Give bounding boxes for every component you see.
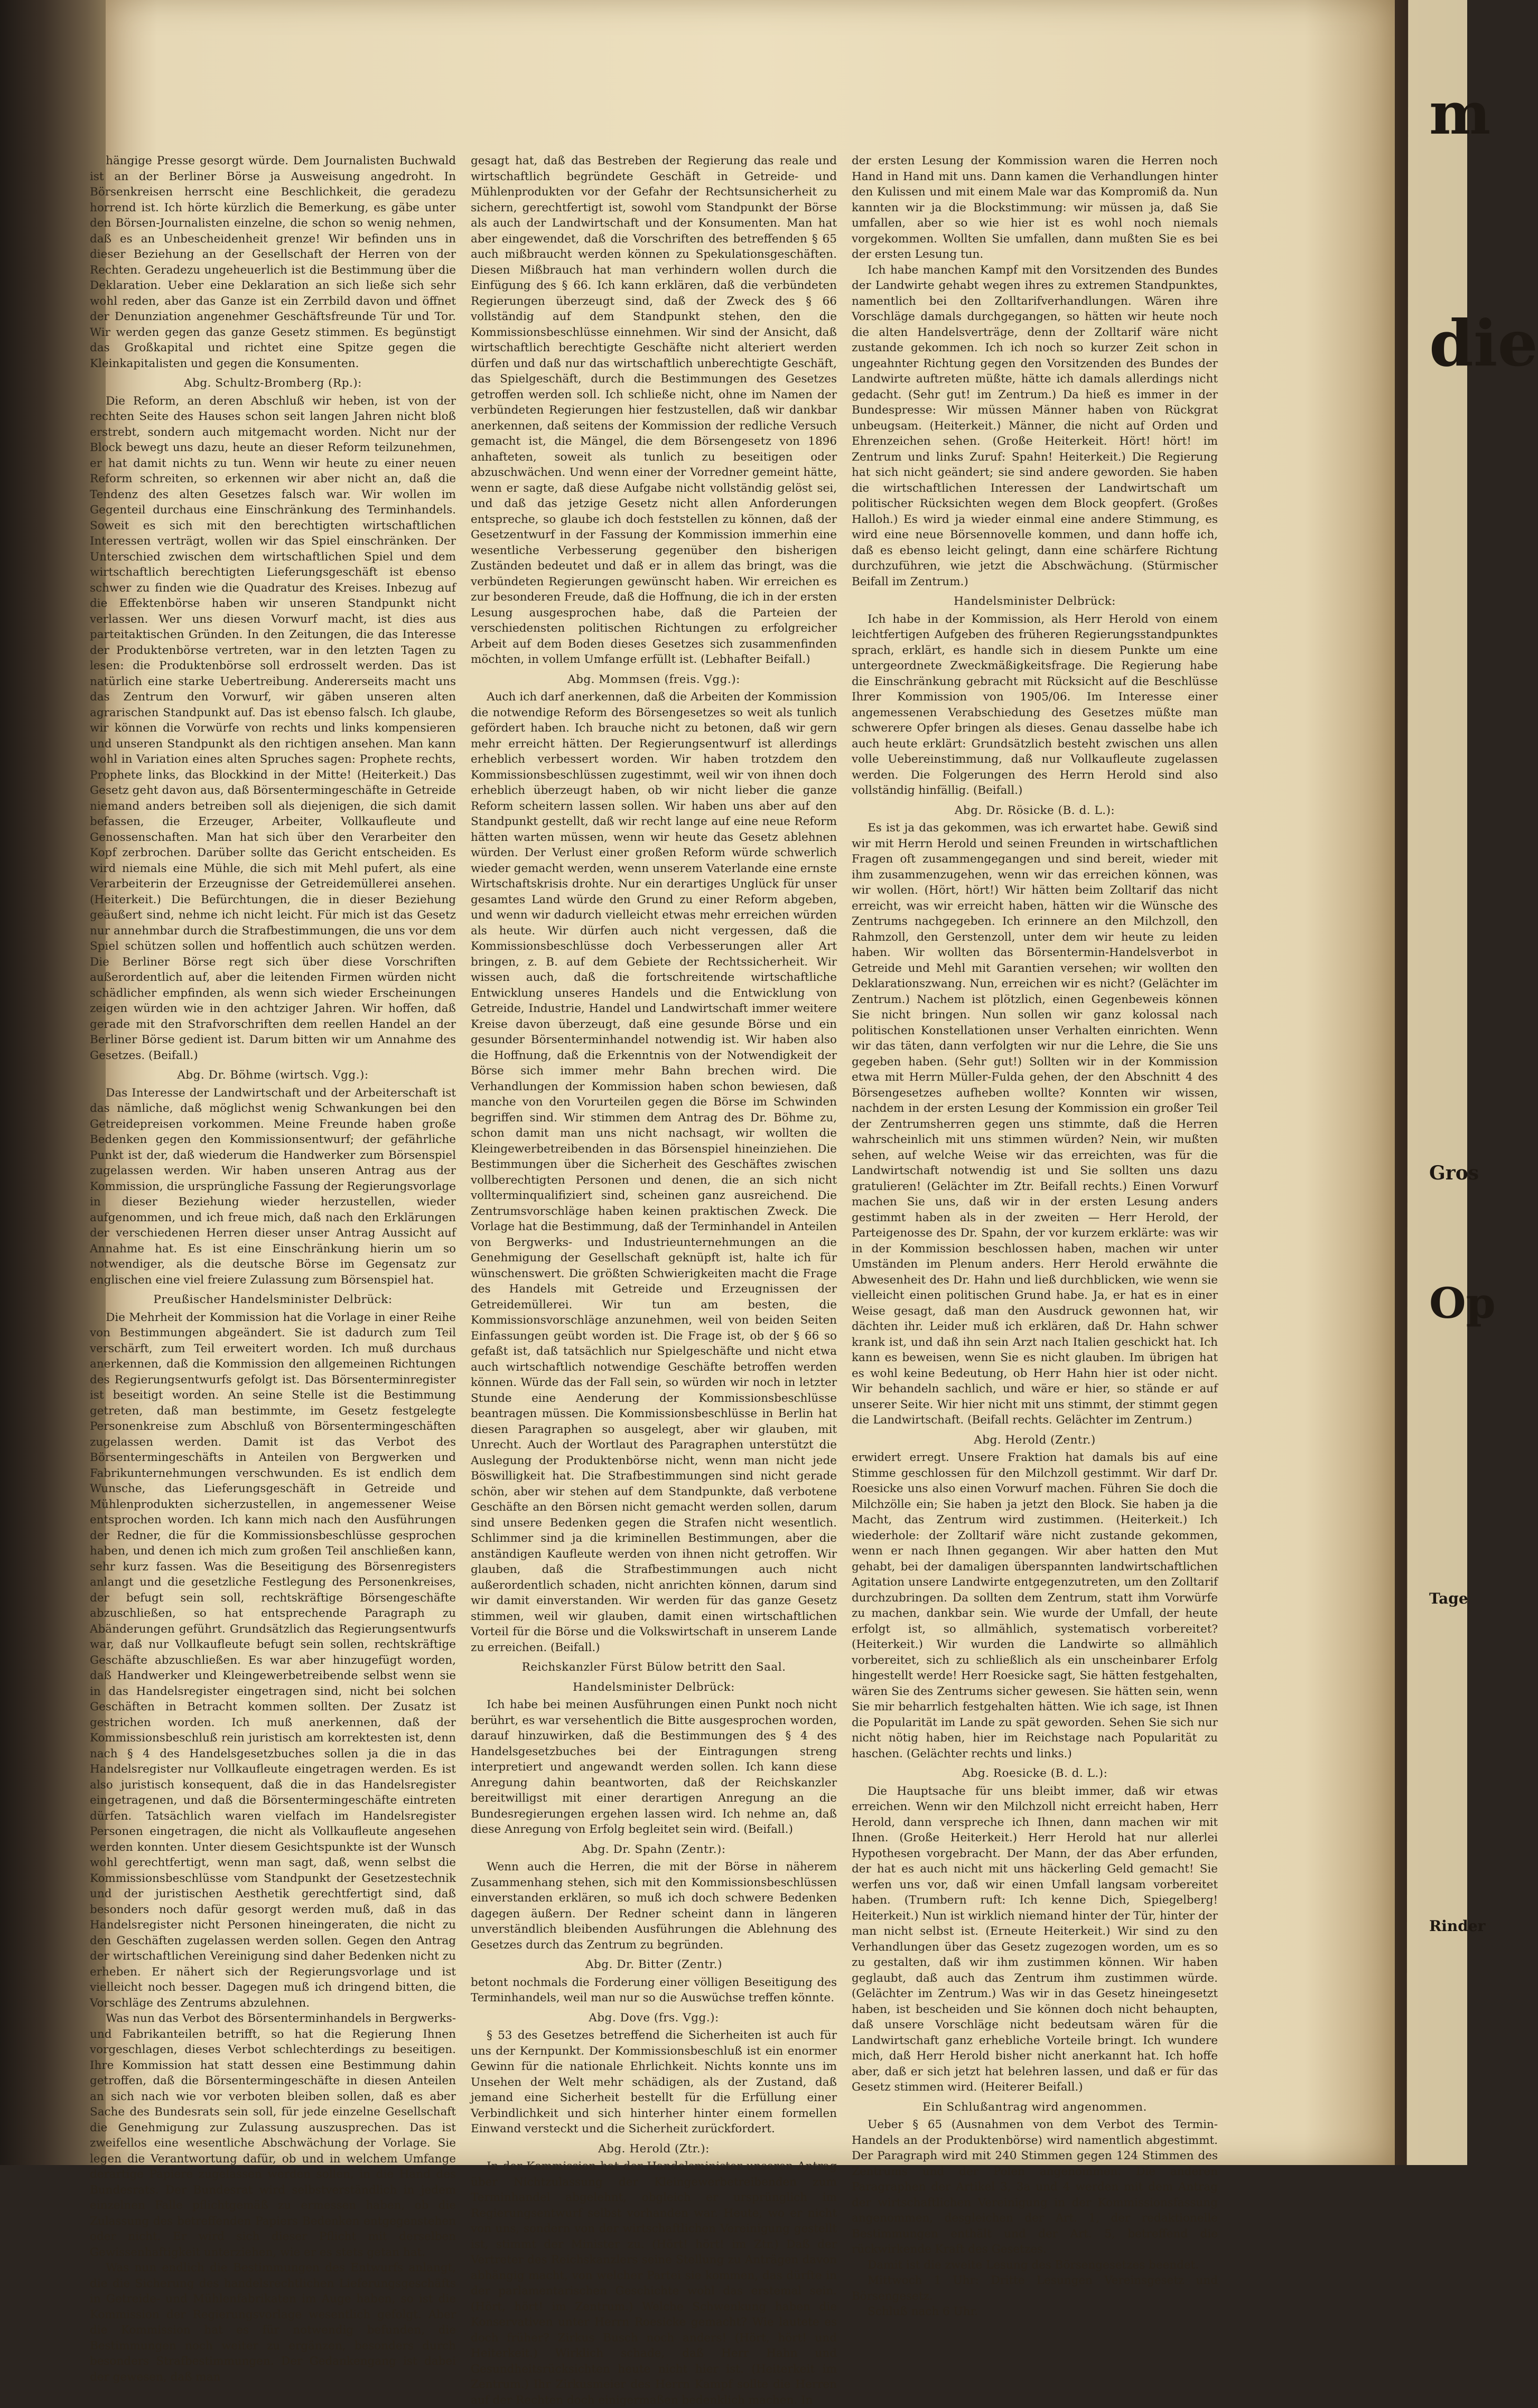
column-2 [471, 153, 837, 2407]
spine-fragment: Gros [1429, 1162, 1479, 1184]
paragraph: Ich habe manchen Kampf mit den Vorsitzenden des Bundes der Landwirte gehabt wegen ihres zu extremen Standpunktes, namentlich bei den Zolltarifverhandlungen. Wären ihre Vorschläge damals durchgegangen, so hätten wir heute noch die alten Handelsverträge, denn der Zolltarif wäre nicht zustande gekommen. Ich ich noch so kurzer Zeit schon in ungeahnter Richtung gegen den Vorsitzenden des Bundes der Landwirte auftreten müßte, hätte ich damals allerdings nicht gedacht. (Sehr gut! im Zentrum.) Da hieß es immer in der Bundespresse: Wir müssen Männer haben von Rückgrat unbeugsam. (Heiterkeit.) Männer, die nicht auf Orden und Ehrenzeichen sehen. (Große Heiterkeit. Hört! hört! im Zentrum und links Zuruf: Spahn! Heiterkeit.) Die Regierung hat sich nicht geändert; sie sind andere geworden. Sie haben die wirtschaftlichen Interessen der Landwirtschaft um politischer Rücksichten wegen dem Block geopfert. (Großes Halloh.) Es wird ja wieder einmal eine andere Stimmung, es wird eine neue Börsennovelle kommen, und dann hoffe ich, daß es ebenso leicht gelingt, dann eine schärfere Richtung durchzuführen, wie jetzt die Abschwächung. (Stürmischer Beifall im Zentrum.) [852, 263, 1218, 588]
spine-fragment: Rinder [1429, 1917, 1486, 1935]
paragraph: Die Hauptsache für uns bleibt immer, daß wir etwas erreichen. Wenn wir den Milchzoll nicht erreicht haben, Herr Herold, dann verspreche ich Ihnen, dann machen wir mit Ihnen. (Große Heiterkeit.) Herr Herold hat nur allerlei Hypothesen vorgebracht. Der Mann, der das Aber erfunden, der hat es auch nicht mit uns häckerling Geld gemacht! Sie werfen uns vor, daß wir einen Umfall langsam vorbereitet haben. (Trumbern ruft: Ich kenne Dich, Spiegelberg! Heiterkeit.) Nun ist wirklich niemand hinter der Tür, hinter der man nicht selbst ist. (Erneute Heiterkeit.) Wir sind zu den Verhandlungen über das Gesetz zugezogen worden, um es so zu gestalten, daß wir ihm zustimmen können. Wir haben geglaubt, daß auch das Zentrum ihm zustimmen würde. (Gelächter im Zentrum.) Was wir in das Gesetz hineingesetzt haben, ist bescheiden und Sie können doch nicht behaupten, daß unsere Vorschläge nicht bedeutsam wären für die Landwirtschaft ganz erhebliche Vorteile bringt. Ich wundere mich, daß Herr Herold bisher nicht anerkannt hat. Ich hoffe aber, daß er sich jetzt hat belehren lassen, und daß er für das Gesetz stimmen wird. (Heiterer Beifall.) [852, 1784, 1218, 2094]
speaker-heading: Preußischer Handelsminister Delbrück: [153, 1293, 393, 1306]
spine-fragment: m [1429, 79, 1491, 147]
spine-fragment: Op [1429, 1278, 1496, 1328]
paragraph: Die Mehrheit der Kommission hat die Vorlage in einer Reihe von Bestimmungen abgeändert. Sie ist dadurch zum Teil verschärft, zum Teil erweitert worden. Ich muß durchaus anerkennen, daß die Kommission den allgemeinen Richtungen des Regierungsentwurfs gefolgt ist. Das Börsenterminregister ist beseitigt worden. An seine Stelle ist die Bestimmung getreten, daß man bestimmte, im Gesetz festgelegte Personenkreise zum Abschluß von Börsentermingeschäften zugelassen werden. Damit ist das Verbot des Börsentermingeschäfts in Anteilen von Bergwerken und Fabrikunternehmungen verschwunden. Es ist endlich dem Wunsche, das Lieferungsgeschäft in Getreide und Mühlenprodukten sicherzustellen, in angemessener Weise entsprochen worden. Ich kann mich nach den Ausführungen der Redner, die für die Kommissionsbeschlüsse gesprochen haben, und denen ich mich zum großen Teil anschließen kann, sehr kurz fassen. Was die Beseitigung des Börsenregisters anlangt und die gesetzliche Festlegung des Personenkreises, der befugt sein soll, rechtskräftige Börsengeschäfte abzuschließen, so hat entsprechende Paragraph zu Abänderungen geführt. Grundsätzlich das Regierungsentwurfs war, daß nur Vollkaufleute befugt sein sollen, rechtskräftige Geschäfte abzuschließen. Es war aber hinzugefügt worden, daß Handwerker und Kleingewerbetreibende selbst wenn sie in das Handelsregister eingetragen sind, nicht bei solchen Geschäften in Betracht kommen sollten. Der Zusatz ist gestrichen worden. Ich muß anerkennen, daß der Kommissionsbeschluß rein juristisch am korrektesten ist, denn nach § 4 des Handelsgesetzbuches sollen ja die in das Handelsregister nur Vollkaufleute eingetragen werden. Es ist also juristisch konsequent, daß die in das Handelsregister eingetragenen, und daß die Börsentermingeschäfte eintreten dürfen. Tatsächlich waren vielfach im Handelsregister Personen eingetragen, die nicht als Vollkaufleute angesehen werden konnten. Unter diesem Gesichtspunkte ist der Wunsch wohl gerechtfertigt, wenn man sagt, daß, wenn selbst die Kommissionsbeschlüsse vom Standpunkt der Gesetzestechnik und der juristischen Aesthetik gerechtfertigt sind, daß besonders noch dafür gesorgt werden muß, daß in das Handelsregister nicht Personen hineingeraten, die nicht zu den Geschäften zugelassen werden sollen. Gegen den Antrag der wirtschaftlichen Vereinigung sind daher Bedenken nicht zu erheben. Er nähert sich der Regierungsvorlage und ist vielleicht noch besser. Dagegen muß ich dringend bitten, die Vorschläge des Zentrums abzulehnen. [90, 1310, 456, 2010]
speaker-heading: Abg. Herold (Zentr.) [974, 1433, 1096, 1447]
paragraph: erwidert erregt. Unsere Fraktion hat damals bis auf eine Stimme geschlossen für den Milchzoll gestimmt. Wir darf Dr. Roesicke uns also einen Vorwurf machen. Führen Sie doch die Milchzölle ein; Sie haben ja jetzt den Block. Sie haben ja die Macht, das Zentrum wird zustimmen. (Heiterkeit.) Ich wiederhole: der Zolltarif wäre nicht zustande gekommen, wenn er nach Ihnen gegangen. Wir aber hatten den Mut gehabt, bei der damaligen überspannten landwirtschaftlichen Agitation unsere Landwirte entgegenzutreten, um den Zolltarif durchzubringen. Da sollten dem Zentrum, statt ihm Vorwürfe zu machen, dankbar sein. Wie wurde der Umfall, der heute erfolgt ist, so allmählich, systematisch vorbereitet? (Heiterkeit.) Wir wurden die Landwirte so allmählich vorbereitet, sich zu schließlich als ein unscheinbarer Erfolg hingestellt werde! Herr Roesicke sagt, Sie hätten festgehalten, wären Sie des Zentrums sicher gewesen. Sie hätten sein, wenn Sie mir beharrlich festgehalten hätten. Wie ich sage, ist Ihnen die Popularität im Lande zu spät geworden. Sehen Sie sich nur nicht nötig haben, hier im Reichstage nach Popularität zu haschen. (Gelächter rechts und links.) [852, 1451, 1218, 1760]
column-1 [90, 153, 456, 2384]
paragraph: Auch ich darf anerkennen, daß die Arbeiten der Kommission die notwendige Reform des Börsengesetzes so weit als tunlich gefördert haben. Ich brauche nicht zu betonen, daß wir gern mehr erreicht hätten. Der Regierungsentwurf ist allerdings erheblich verbessert worden. Wir haben trotzdem den Kommissionsbeschlüssen zugestimmt, weil wir von ihnen doch erheblich überzeugt haben, ob wir nicht lieber die ganze Reform scheitern lassen sollen. Wir haben uns aber auf den Standpunkt gestellt, daß wir recht lange auf eine neue Reform hätten warten müssen, wenn wir heute das Gesetz ablehnen würden. Der Verlust einer großen Reform würde schwerlich wieder gemacht werden, wenn unserem Vaterlande eine ernste Wirtschaftskrisis drohte. Nur ein derartiges Unglück für unser gesamtes Land würde den Grund zu einer Reform abgeben, und wenn wir dadurch vielleicht etwas mehr erreichen würden als heute. Wir dürfen auch nicht vergessen, daß die Kommissionsbeschlüsse doch Verbesserungen aller Art bringen, z. B. auf dem Gebiete der Rechtssicherheit. Wir wissen auch, daß die fortschreitende wirtschaftliche Entwicklung unseres Handels und die Entwicklung von Getreide, Industrie, Handel und Landwirtschaft immer weitere Kreise davon überzeugt, daß eine gesunde Börse und ein gesunder Börsenterminhandel notwendig ist. Wir haben also die Hoffnung, daß die Erkenntnis von der Notwendigkeit der Börse sich immer mehr Bahn brechen wird. Die Verhandlungen der Kommission haben schon bewiesen, daß manche von den Vorurteilen gegen die Börse im Schwinden begriffen sind. Wir stimmen dem Antrag des Dr. Böhme zu, schon damit man uns nicht nachsagt, wir wollten die Kleingewerbetreibenden in das Börsenspiel hineinziehen. Die Bestimmungen über die Sicherheit des Geschäftes zwischen vollberechtigten Personen und denen, die an sich nicht vollterminqualifiziert sind, scheinen ganz ausreichend. Die Zentrumsvorschläge haben keinen praktischen Zweck. Die Vorlage hat die Bestimmung, daß der Terminhandel in Anteilen von Bergwerks- und Industrieunternehmungen an die Genehmigung der Gesellschaft geknüpft ist, halte ich für wünschenswert. Die größten Schwierigkeiten macht die Frage des Handels mit Getreide und Erzeugnissen der Getreidemüllerei. Wir tun am besten, die Kommissionsvorschläge anzunehmen, weil von beiden Seiten Einfassungen geübt worden ist. Die Frage ist, ob der § 66 so gefaßt ist, daß tatsächlich nur Spielgeschäfte und nicht etwa auch wirtschaftlich notwendige Geschäfte betroffen werden können. Würde das der Fall sein, so würden wir noch in letzter Stunde eine Aenderung der Kommissionsbeschlüsse beantragen müssen. Die Kommissionsbeschlüsse in Berlin hat diesen Paragraphen so ausgelegt, aber wir glauben, mit Unrecht. Auch der Wortlaut des Paragraphen unterstützt die Auslegung der Produktenbörse nicht, wenn man nicht jede Böswilligkeit hat. Die Strafbestimmungen sind nicht gerade schön, aber wir stehen auf dem Standpunkte, daß verbotene Geschäfte an den Börsen nicht gemacht werden sollen, darum sind unsere Bedenken gegen die Strafen nicht wesentlich. Schlimmer sind ja die kriminellen Bestimmungen, aber die anständigen Kaufleute werden von ihnen nicht getroffen. Wir glauben, daß die Strafbestimmungen auch nicht außerordentlich schaden, nicht anrichten können, darum sind wir damit einverstanden. Wir werden für das ganze Gesetz stimmen, weil wir glauben, damit einen wirtschaftlichen Vorteil für die Börse und die Volkswirtschaft in unserem Lande zu erreichen. (Beifall.) [471, 690, 837, 1654]
paragraph: Was nun endlich die Bestimmungen des Entwurfs anlangt, die die Sicherung des handelsrechtlichen Lieferungsgeschäfts in Getreide- und Mühlenfabrikaten im Auge haben, so ist die Kommission der Regierungsvorlage wesentlich gefolgt. Aber die Kommission hat es für notwendig befunden, die Bestimmungen noch weiter zu ergänzen, besonders durch besonders Strafbestimmungen. Der Gedankengang ist dabei der gewesen, daß man [90, 2261, 456, 2384]
speaker-heading: Abg. Schultz-Bromberg (Rp.): [184, 377, 362, 390]
paragraph: Das Interesse der Landwirtschaft und der Arbeiterschaft ist das nämliche, daß möglichst wenig Schwankungen bei den Getreidepreisen vorkommen. Meine Freunde haben große Bedenken gegen den Kommissionsentwurf; der gefährliche Punkt ist der, daß wiederum die Handwerker zum Börsenspiel zugelassen werden. Wir haben unseren Antrag aus der Kommission, die ursprüngliche Fassung der Regierungsvorlage in dieser Beziehung wieder herzustellen, wieder aufgenommen, und ich freue mich, daß nach den Erklärungen der verschiedenen Herren dieser unser Antrag Aussicht auf Annahme hat. Es ist eine Einschränkung hierin um so notwendiger, als die deutsche Börse im Gegensatz zur englischen eine viel freiere Zulassung zum Börsenspiel hat. [90, 1086, 456, 1287]
speaker-heading: Abg. Herold (Ztr.): [598, 2142, 710, 2156]
paragraph: Wenn auch die Herren, die mit der Börse in näherem Zusammenhang stehen, sich mit den Kommissionsbeschlüssen einverstanden erklären, so muß ich doch schwere Bedenken dagegen äußern. Der Redner scheint dann in längeren unverständlich bleibenden Ausführungen die Ablehnung des Gesetzes durch das Zentrum zu begründen. [471, 1860, 837, 1952]
procedural-note: Ein Schlußantrag wird angenommen. [922, 2100, 1147, 2114]
speaker-heading: Abg. Dr. Rösicke (B. d. L.): [954, 803, 1115, 817]
speaker-heading: Abg. Dr. Bitter (Zentr.) [585, 1958, 722, 1971]
speaker-heading: Handelsminister Delbrück: [954, 595, 1116, 608]
paragraph: Schluß nach 6 Uhr. [868, 2305, 978, 2318]
article-columns [90, 153, 1218, 2407]
paragraph: gesagt hat, daß das Bestreben der Regierung das reale und wirtschaftlich begründete Geschäft in Getreide- und Mühlenprodukten vor der Gefahr der Rechtsunsicherheit zu sichern, gerechtfertigt ist, sowohl vom Standpunkt der Börse als auch der Landwirtschaft und der Konsumenten. Man hat aber eingewendet, daß die Vorschriften des betreffenden § 65 auch mißbraucht werden können zu Spekulationsgeschäften. Diesen Mißbrauch hat man verhindern wollen durch die Einfügung des § 66. Ich kann erklären, daß die verbündeten Regierungen überzeugt sind, daß der Zweck des § 66 vollständig auf dem Standpunkt stehen, den die Kommissionsbeschlüsse einnehmen. Wir sind der Ansicht, daß wirtschaftlich berechtigte Geschäfte nicht alteriert werden dürfen und daß nur das wirtschaftlich unberechtigte Geschäft, das Spielgeschäft, durch die Bestimmungen des Gesetzes getroffen werden soll. Ich schließe nicht, ohne im Namen der verbündeten Regierungen hier festzustellen, daß wir dankbar anerkennen, daß seitens der Kommission der redliche Versuch gemacht ist, die Mängel, die dem Börsengesetz von 1896 anhafteten, soweit als tunlich zu beseitigen oder abzuschwächen. Und wenn einer der Vorredner gemeint hätte, wenn er sagte, daß diese Aufgabe nicht vollständig gelöst sei, und daß das jetzige Gesetz nicht allen Anforderungen entspreche, so glaube ich doch feststellen zu können, daß der Gesetzentwurf in der Fassung der Kommission immerhin eine wesentliche Verbesserung gegenüber den bisherigen Zuständen bedeutet und daß er in allem das bringt, was die verbündeten Regierungen gewünscht haben. Wir erreichen es zur besonderen Freude, daß die Hoffnung, die ich in der ersten Lesung ausgesprochen habe, daß die Parteien der verschiedensten politischen Richtungen zu erfolgreicher Arbeit auf dem Boden dieses Gesetzes sich zusammenfinden möchten, in vollem Umfange erfüllt ist. (Lebhafter Beifall.) [471, 154, 837, 666]
spine-fragment: Tage [1429, 1590, 1468, 1607]
paragraph: Ich habe in der Kommission, als Herr Herold von einem leichtfertigen Aufgeben des früheren Regierungsstandpunktes sprach, erklärt, es handle sich in diesem Punkte um eine untergeordnete Zweckmäßigkeitsfrage. Die Regierung habe die Einschränkung gebracht mit Rücksicht auf die Beschlüsse Ihrer Kommission von 1905/06. Im Interesse einer angemessenen Verabschiedung des Gesetzes müßte man schwerere Opfer bringen als dieses. Genau dasselbe habe ich auch heute erklärt: Grundsätzlich besteht zwischen uns allen volle Uebereinstimmung, daß nur Vollkaufleute zugelassen werden. Die Folgerungen des Herrn Herold sind also vollständig hinfällig. (Beifall.) [852, 612, 1218, 797]
speaker-heading: Reichskanzler Fürst Bülow betritt den Saal. [521, 1661, 786, 1674]
spine-fragment: die [1429, 306, 1538, 381]
paragraph: Was nun das Verbot des Börsenterminhandels in Bergwerks- und Fabrikanteilen betrifft, so hat die Regierung Ihnen vorgeschlagen, dieses Verbot schlechterdings zu beseitigen. Ihre Kommission hat statt dessen eine Bestimmung dahin getroffen, daß die Börsentermingeschäfte in diesen Anteilen an sich nach wie vor verboten bleiben sollen, daß es aber Sache des Bundesrats sein soll, für jede einzelne Gesellschaft die Genehmigung zur Zulassung auszusprechen. Das ist zweifellos eine wesentliche Abschwächung der Vorlage. Sie legen die Verantwortung dafür, ob und in welchem Umfange derartige Papiere zugelassen werden sollen, in die Hand des Bundesrats. Der Bundesrat wird selbstverständlich in jedem einzelnen Falle pflichtgemäß zu ermessen haben, ob die Zulassung des betreffenden Papiers Bedenken entgegenstehen oder nicht. Er wird sich dieser Pflicht mit derselben Gewissenhaftigkeit unterziehen, wie er es stets getan hat. [90, 2012, 456, 2259]
paragraph: In der Kommission hat der Handelsminister unseren Antrag über Nichtzulassung der Kleingewerbetreibenden zum Terminhandel abgelehnt, obgleich er ursprünglich im Regierungsentwurf selbst vorhanden war. Heute, wo er nicht von uns, sondern von der wirtschaftlichen Vereinigung gestellt ist, stimmt der Minister zu. (Hört! hört! im Ztr.) Daß der Vertreter des Reichskanzlers seine Stellung zu Anträgen davon abhängig macht, von welcher Partei sie kommen, das dürfte in der parlamentarischen Geschichte wohl das erstemal sein. (Hört, hört! im Zentrum.) Welche Schwenkung haben die Konservativen unter Herrn Roesicke gemacht? Wie lautete es doch früher? Zirkus Busch noch anders! (Hört, hört! und Heiterkeit.) Wirklich schade, daß Herr Hahn und Gesundheitsrücksichten heute nicht hier ist. (Heiterkeit im Zentrum.) Ihr Zirkusmeier des Herrn Kampf sollte die Herren auf der Rechten doch einigermaßen bedenklich machen. In [471, 2160, 837, 2407]
paragraph: der ersten Lesung der Kommission waren die Herren noch Hand in Hand mit uns. Dann kamen die Verhandlungen hinter den Kulissen und mit einem Male war das Kompromiß da. Nun kannten wir ja die Blockstimmung: wir müssen ja, daß Sie umfallen, aber so wie hier ist es wohl noch niemals vorgekommen. Wollten Sie umfallen, dann mußten Sie es bei der ersten Lesung tun. [852, 154, 1218, 261]
speaker-heading: Abg. Mommsen (freis. Vgg.): [567, 672, 740, 686]
paragraph: Es ist ja das gekommen, was ich erwartet habe. Gewiß sind wir mit Herrn Herold und seinen Freunden in wirtschaftlichen Fragen oft zusammengegangen und sind bereit, wieder mit ihm zusammenzugehen, wenn wir das erreichen können, was wir wollen. (Hört, hört!) Wir hätten beim Zolltarif das nicht erreicht, was wir erreicht haben, hätten wir die Wünsche des Zentrums nachgegeben. Ich erinnere an den Milchzoll, den Rahmzoll, den Gerstenzoll, unter dem wir heute zu leiden haben. Wir wollten das Börsentermin-Handelsverbot in Getreide und Mehl mit Garantien versehen; wir wollten den Deklarationszwang. Nun, erreichen wir es nicht? (Gelächter im Zentrum.) Nachem ist plötzlich, einen Gegenbeweis können Sie nicht bringen. Nun sollen wir ganz kolossal nach politischen Konstellationen unser Verhalten einrichten. Wenn wir das täten, dann verfolgten wir nur die Lehre, die Sie uns gegeben haben. (Sehr gut!) Sollten wir in der Kommission etwa mit Herrn Müller-Fulda gehen, der den Abschnitt 4 des Börsengesetzes aufheben wollte? Konnten wir wissen, nachdem in der ersten Lesung der Kommission ein großer Teil der Zentrumsherren gegen uns stimmte, daß die Herren wahrscheinlich mit uns stimmen würden? Nein, wir mußten sehen, auf welche Weise wir das erreichten, was für die Landwirtschaft notwendig ist und Sie sollten uns dazu gratulieren! (Gelächter im Ztr. Beifall rechts.) Einen Vorwurf machen Sie uns, daß wir in der ersten Lesung anders gestimmt haben als in der zweiten — Herr Herold, der Parteigenosse des Dr. Spahn, der vor kurzem erklärte: was wir in der Kommission beschlossen haben, machen wir unter Umständen im Plenum anders. Herr Herold erwähnte die Abwesenheit des Dr. Hahn und ließ durchblicken, wie wenn sie vielleicht einen politischen Grund habe. Ja, er hat es in einer Weise gesagt, daß man den Ausdruck gewonnen hat, wir dächten ihr. Leider muß ich erklären, daß Dr. Hahn schwer krank ist, und daß ihn sein Arzt nach Italien geschickt hat. Ich kann es beweisen, wenn Sie es nicht glauben. Im übrigen hat es wohl keine Bedeutung, ob Herr Hahn hier ist oder nicht. Wir behandeln sachlich, und wäre er hier, so stände er auf unserer Seite. Wir hier nicht mit uns stimmt, der stimmt gegen die Landwirtschaft. (Beifall rechts. Gelächter im Zentrum.) [852, 821, 1218, 1427]
paragraph: § 53 des Gesetzes betreffend die Sicherheiten ist auch für uns der Kernpunkt. Der Kommissionsbeschluß ist ein enormer Gewinn für die nationale Ehrlichkeit. Nichts konnte uns im Unsehen der Welt mehr schädigen, als der Zustand, daß jemand eine Sicherheit bestellt für die Erfüllung einer Verbindlichkeit und sich hinterher hinter einem formellen Einwand versteckt und die Sicherheit zurückfordert. [471, 2029, 837, 2135]
paragraph: Die Reform, an deren Abschluß wir heben, ist von der rechten Seite des Hauses schon seit langen Jahren nicht bloß erstrebt, sondern auch mitgemacht worden. Nicht nur der Block bewegt uns dazu, heute an dieser Reform teilzunehmen, er hat damit nichts zu tun. Wenn wir heute zu einer neuen Reform schreiten, so erkennen wir aber nicht an, daß die Tendenz des alten Gesetzes falsch war. Wir wollen im Gegenteil durchaus eine Einschränkung des Terminhandels. Soweit es sich mit den berechtigten wirtschaftlichen Interessen verträgt, wollen wir das Spiel einschränken. Der Unterschied zwischen dem wirtschaftlichen Spiel und dem wirtschaftlich berechtigten Lieferungsgeschäft ist ebenso schwer zu finden wie die Quadratur des Kreises. Inbezug auf die Effektenbörse haben wir unseren Standpunkt nicht verlassen. Wer uns diesen Vorwurf macht, ist dies aus parteitaktischen Gründen. In den Zeitungen, die das Interesse der Produktenbörse vertreten, war in den letzten Tagen zu lesen: die Produktenbörse soll erdrosselt werden. Das ist natürlich eine starke Uebertreibung. Andererseits macht uns das Zentrum den Vorwurf, wir gäben unseren alten agrarischen Standpunkt auf. Das ist ebenso falsch. Ich glaube, wir können die Vorwürfe von rechts und links kompensieren und unseren Standpunkt als den richtigen ansehen. Man kann wohl in Variation eines alten Spruches sagen: Prophete rechts, Prophete links, das Blockkind in der Mitte! (Heiterkeit.) Das Gesetz geht davon aus, daß Börsentermingeschäfte in Getreide niemand anders betreiben soll als diejenigen, die sich damit befassen, die Erzeuger, Arbeiter, Vollkaufleute und Genossenschaften. Man hat sich über den Verarbeiter den Kopf zerbrochen. Darüber sollte das Gericht entscheiden. Es wird niemals eine Mühle, die sich mit Mehl pufert, als eine Verarbeiterin der Erzeugnisse der Getreidemüllerei ansehen. (Heiterkeit.) Die Befürchtungen, die in dieser Beziehung geäußert sind, nehme ich nicht leicht. Für mich ist das Gesetz nur annehmbar durch die Strafbestimmungen, die uns vor dem Spiel schützen sollen und hoffentlich auch schützen werden. Die Berliner Börse regt sich über diese Vorschriften außerordentlich auf, aber die leitenden Firmen würden nicht schädlicher empfinden, als wenn sich wieder Erscheinungen zeigen würden wie in den achtziger Jahren. Wir hoffen, daß gerade mit den Strafvorschriften dem reellen Handel an der Berliner Börse gedient ist. Darum bitten wir um Annahme des Gesetzes. (Beifall.) [90, 394, 456, 1062]
paragraph: Ueber § 65 (Ausnahmen von dem Verbot des Termin-Handels an der Produktenbörse) wird namentlich abgestimmt. Der Paragraph wird mit 240 Stimmen gegen 124 Stimmen des Zentrums und der Polen angenommen. Die anderen Paragraphen der Artikel 3, 3a und 4 werden mit dem Antrag der wirtschaftlichen Vereinigung in der Kommissionsfassung angenommen, desgleichen der Art. 1, der redaktionelle Bestimmungen enthält und der Art. 5, betreffend die rückwirkende Kraft des Gesetzes. [852, 2118, 1218, 2256]
speaker-heading: Abg. Dr. Böhme (wirtsch. Vgg.): [177, 1069, 369, 1082]
paragraph: Damit ist die zweite Lesung des Börsengesetzes beendet. [868, 2258, 1199, 2272]
paragraph: Ich habe bei meinen Ausführungen einen Punkt noch nicht berührt, es war versehentlich die Bitte ausgesprochen worden, darauf hinzuwirken, daß die Bestimmungen des § 4 des Handelsgesetzbuches bei der Eintragungen streng interpretiert und angewandt werden sollen. Ich kann diese Anregung dahin beantworten, daß der Reichskanzler bereitwilligst mit einer derartigen Anregung an die Bundesregierungen ergehen lassen wird. Ich nehme an, daß diese Anregung von Erfolg begleitet sein wird. (Beifall.) [471, 1698, 837, 1836]
speaker-heading: Abg. Roesicke (B. d. L.): [962, 1767, 1108, 1780]
paragraph: hängige Presse gesorgt würde. Dem Journalisten Buchwald ist an der Berliner Börse ja Ausweisung angedroht. In Börsenkreisen herrscht eine Beschlichkeit, die geradezu horrend ist. Ich hörte kürzlich die Bemerkung, es gäbe unter den Börsen-Journalisten einzelne, die schon so wenig nehmen, daß es an Unbescheidenheit grenze! Wir befinden uns in dieser Beziehung an der Gesellschaft der Herren von der Rechten. Geradezu ungeheuerlich ist die Bestimmung über die Deklaration. Ueber eine Deklaration an sich ließe sich sehr wohl reden, aber das Ganze ist ein Zerrbild davon und öffnet der Denunziation angenehmer Geschäftsfreunde Tür und Tor. Wir werden gegen das ganze Gesetz stimmen. Es begünstigt das Großkapital und richtet eine Spitze gegen die Kleinkapitalisten und gegen die Konsumenten. [90, 154, 456, 370]
column-3 [852, 153, 1218, 2318]
speaker-heading: Handelsminister Delbrück: [573, 1680, 735, 1694]
paragraph: betont nochmals die Forderung einer völligen Beseitigung des Terminhandels, weil man nur so die Auswüchse treffen könnte. [471, 1975, 837, 2004]
speaker-heading: Abg. Dove (frs. Vgg.): [589, 2011, 719, 2025]
speaker-heading: Abg. Dr. Spahn (Zentr.): [582, 1842, 726, 1856]
paragraph: Mittwoch 1 Uhr: Dritte Lesungen Vereinsgesetz und Börsengesetz. [852, 2274, 1218, 2303]
